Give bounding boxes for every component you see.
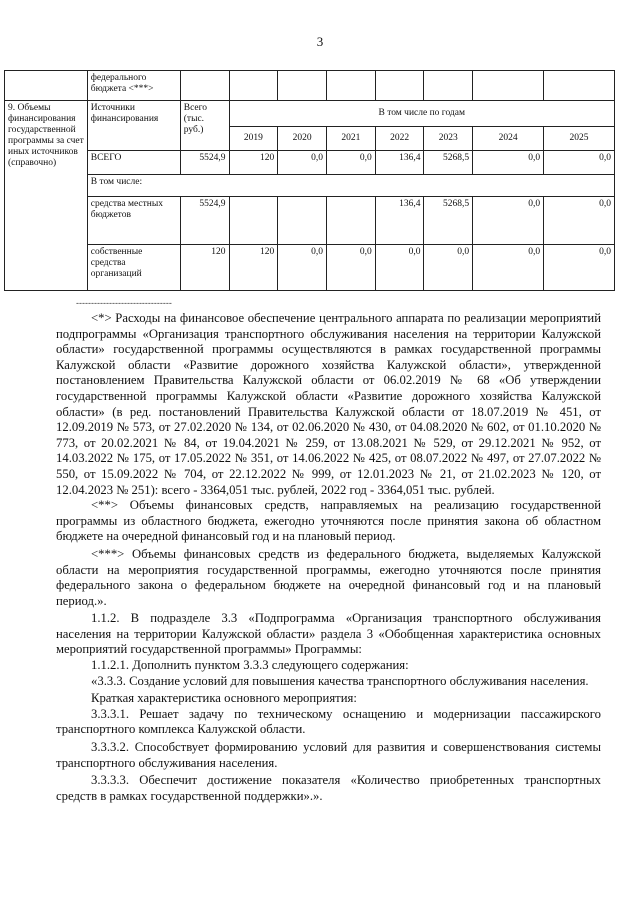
row-label: собственные средства организаций — [87, 245, 180, 291]
value-cell: 0,0 — [473, 197, 544, 245]
paragraph-3-3-3-1: 3.3.3.1. Решает задачу по техническому оснащению и модернизации пассажирского транспортного комплекса Калужской области. — [56, 706, 601, 737]
row-label: средства местных бюджетов — [87, 197, 180, 245]
year-cell: 2019 — [229, 127, 278, 151]
row-total: 120 — [180, 245, 229, 291]
top-row-source: федерального бюджета <***> — [87, 71, 180, 101]
value-cell: 0,0 — [544, 245, 615, 291]
value-cell — [229, 197, 278, 245]
year-cell: 2024 — [473, 127, 544, 151]
paragraph-1-1-2: 1.1.2. В подразделе 3.3 «Подпрограмма «Организация транспортного обслуживания населения на территории Калужской области» раздела 3 «Обобщенная характеристика основных мероприятий государственной программы» Программы: — [56, 611, 601, 657]
sources-header: Источники финансирования — [87, 101, 180, 151]
value-cell: 0,0 — [544, 197, 615, 245]
value-cell: 0,0 — [473, 245, 544, 291]
year-cell: 2023 — [424, 127, 473, 151]
years-header: В том числе по годам — [229, 101, 615, 127]
value-cell: 0,0 — [278, 245, 327, 291]
value-cell: 0,0 — [278, 151, 327, 175]
row-label-merged: В том числе: — [87, 175, 614, 197]
paragraph-3-3-3: «3.3.3. Создание условий для повышения качества транспортного обслуживания населения. — [91, 673, 589, 688]
value-cell: 136,4 — [375, 197, 424, 245]
funding-table — [4, 70, 615, 291]
section-label: 9. Объемы финансирования государственной программы за счет иных источников (справочно) — [5, 101, 88, 291]
value-cell: 5268,5 — [424, 151, 473, 175]
value-cell — [326, 197, 375, 245]
table-header-row — [5, 101, 615, 127]
value-cell: 120 — [229, 245, 278, 291]
value-cell — [278, 197, 327, 245]
value-cell: 0,0 — [326, 151, 375, 175]
table-row — [5, 151, 615, 175]
footnote-1: <*> Расходы на финансовое обеспечение центрального аппарата по реализации мероприятий подпрограммы «Организация транспортного обслуживания населения на территории Калужской области» государственной программы осуществляются в рамках государственной программы Калужской области «Развитие дорожного хозяйства Калужской области», утвержденной постановлением Правительства Калужской области от 06.02.2019 № 68 «Об утверждении государственной программы Калужской области «Развитие дорожного хозяйства Калужской области» (в ред. постановлений Правительства Калужской области от 18.07.2019 № 451, от 12.09.2019 № 573, от 27.02.2020 № 134, от 02.06.2020 № 430, от 04.08.2020 № 602, от 01.10.2020 № 773, от 20.02.2021 № 84, от 19.04.2021 № 259, от 13.08.2021 № 529, от 29.12.2021 № 952, от 14.03.2022 № 175, от 17.05.2022 № 351, от 14.06.2022 № 425, от 08.07.2022 № 497, от 27.07.2022 № 550, от 15.09.2022 № 704, от 22.12.2022 № 999, от 12.01.2023 № 21, от 21.02.2023 № 120, от 12.04.2023 № 251): всего - 3364,051 тыс. рублей, 2022 год - 3364,051 тыс. рублей. — [56, 311, 601, 497]
value-cell: 136,4 — [375, 151, 424, 175]
row-total: 5524,9 — [180, 151, 229, 175]
row-total: 5524,9 — [180, 197, 229, 245]
value-cell: 0,0 — [326, 245, 375, 291]
year-cell: 2021 — [326, 127, 375, 151]
paragraph-1-1-2-1: 1.1.2.1. Дополнить пунктом 3.3.3 следующего содержания: — [91, 658, 409, 673]
paragraph-3-3-3-2: 3.3.3.2. Способствует формированию условий для развития и совершенствования системы транспортного обслуживания населения. — [56, 740, 601, 770]
table-row — [5, 197, 615, 245]
year-cell: 2025 — [544, 127, 615, 151]
document-body — [56, 311, 601, 804]
value-cell: 0,0 — [424, 245, 473, 291]
value-cell: 0,0 — [473, 151, 544, 175]
row-label: ВСЕГО — [87, 151, 180, 175]
year-cell: 2020 — [278, 127, 327, 151]
table-row — [5, 245, 615, 291]
value-cell: 0,0 — [375, 245, 424, 291]
footnote-3: <***> Объемы финансовых средств из федерального бюджета, выделяемых Калужской области на мероприятия государственной программы, ежегодно уточняются после принятия федерального закона о федеральном бюджете на очередной финансовый год и на плановый период.». — [56, 546, 601, 608]
year-cell: 2022 — [375, 127, 424, 151]
value-cell: 120 — [229, 151, 278, 175]
paragraph-3-3-3-3: 3.3.3.3. Обеспечит достижение показателя «Количество приобретенных транспортных средств в рамках государственной поддержки».». — [56, 773, 601, 803]
value-cell: 5268,5 — [424, 197, 473, 245]
footnote-separator: -------------------------------- — [76, 298, 172, 308]
table-row — [5, 71, 615, 101]
value-cell: 0,0 — [544, 151, 615, 175]
footnote-2: <**> Объемы финансовых средств, направляемых на реализацию государственной программы из областного бюджета, ежегодно уточняются после принятия закона об областном бюджете на очередной финансовый год и на плановый период. — [56, 498, 601, 544]
total-header: Всего (тыс. руб.) — [180, 101, 229, 151]
table-row — [5, 175, 615, 197]
page-number: 3 — [316, 34, 324, 49]
paragraph-summary-heading: Краткая характеристика основного мероприятия: — [91, 691, 357, 706]
